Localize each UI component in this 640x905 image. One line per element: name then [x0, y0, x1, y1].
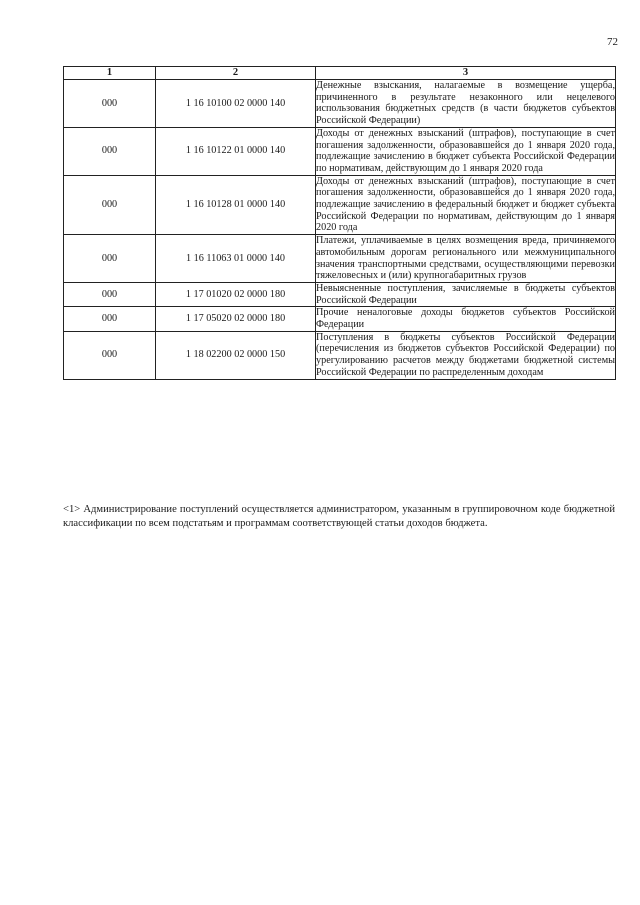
admin-code-cell: 000	[64, 175, 156, 235]
footnote: <1> Администрирование поступлений осуществляется администратором, указанным в группировочном коде бюджетной классификации по всем подстатьям и программам соответствующей статьи доходов бюджета.	[63, 503, 615, 529]
budget-code-cell: 1 16 10100 02 0000 140	[156, 80, 316, 128]
admin-code-cell: 000	[64, 235, 156, 283]
table-row	[64, 331, 616, 379]
table-row	[64, 235, 616, 283]
budget-code-cell: 1 16 10128 01 0000 140	[156, 175, 316, 235]
budget-code-cell: 1 16 10122 01 0000 140	[156, 127, 316, 175]
budget-code-cell: 1 17 05020 02 0000 180	[156, 307, 316, 331]
column-header-2: 2	[156, 67, 316, 80]
admin-code-cell: 000	[64, 331, 156, 379]
column-header-3: 3	[316, 67, 616, 80]
column-header-1: 1	[64, 67, 156, 80]
page-number: 72	[607, 36, 618, 48]
admin-code-cell: 000	[64, 127, 156, 175]
admin-code-cell: 000	[64, 307, 156, 331]
admin-code-cell: 000	[64, 282, 156, 306]
budget-code-cell: 1 18 02200 02 0000 150	[156, 331, 316, 379]
table-row	[64, 127, 616, 175]
admin-code-cell: 000	[64, 80, 156, 128]
budget-code-cell: 1 16 11063 01 0000 140	[156, 235, 316, 283]
revenue-name-cell: Невыясненные поступления, зачисляемые в бюджеты субъектов Российской Федерации	[316, 282, 615, 306]
revenue-name-cell: Платежи, уплачиваемые в целях возмещения вреда, причиняемого автомобильным дорогам регионального или межмуниципального значения транспортными средствами, осуществляющими перевозки тяжеловесных и (или) крупногабаритных грузов	[316, 235, 615, 282]
budget-revenue-table	[63, 66, 616, 380]
table-row	[64, 307, 616, 331]
table-row	[64, 282, 616, 306]
revenue-name-cell: Поступления в бюджеты субъектов Российской Федерации (перечисления из бюджетов субъектов Российской Федерации) по урегулированию расчетов между бюджетами бюджетной системы Российской Федерации по распределенным доходам	[316, 331, 615, 378]
budget-code-cell: 1 17 01020 02 0000 180	[156, 282, 316, 306]
revenue-name-cell: Доходы от денежных взысканий (штрафов), поступающие в счет погашения задолженности, образовавшейся до 1 января 2020 года, подлежащие зачислению в бюджет субъекта Российской Федерации по нормативам, действующим до 1 января 2020 года	[316, 127, 615, 174]
revenue-name-cell: Доходы от денежных взысканий (штрафов), поступающие в счет погашения задолженности, образовавшейся до 1 января 2020 года, подлежащие зачислению в федеральный бюджет и бюджет субъекта Российской Федерации по нормативам, действующим до 1 января 2020 года	[316, 175, 615, 234]
table-row	[64, 80, 616, 128]
revenue-name-cell: Денежные взыскания, налагаемые в возмещение ущерба, причиненного в результате незаконного или нецелевого использования бюджетных средств (в части бюджетов субъектов Российской Федерации)	[316, 80, 615, 127]
table-header-row	[64, 67, 616, 80]
table-row	[64, 175, 616, 235]
revenue-name-cell: Прочие неналоговые доходы бюджетов субъектов Российской Федерации	[316, 307, 615, 331]
